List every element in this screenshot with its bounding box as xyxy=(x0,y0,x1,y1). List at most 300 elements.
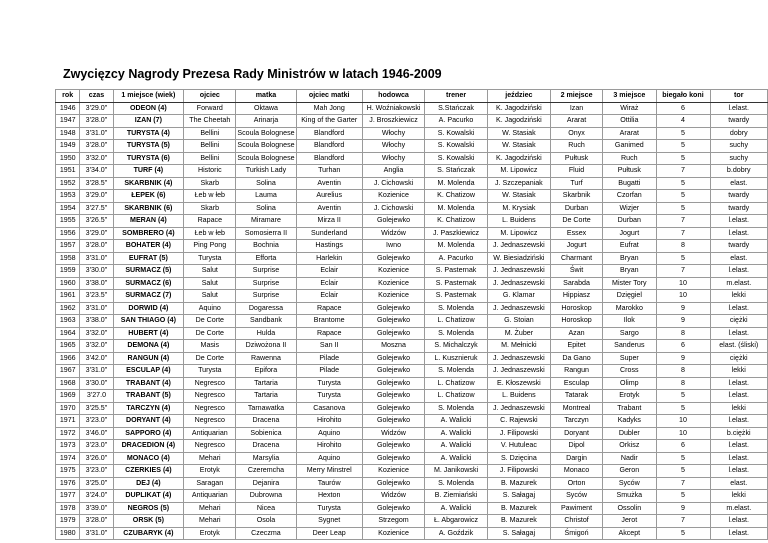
table-cell: 8 xyxy=(656,377,710,390)
table-cell: Kozienice xyxy=(362,465,424,478)
table-cell: Rawenna xyxy=(236,352,296,365)
table-cell: Pilade xyxy=(296,352,362,365)
table-cell: Łeb w łeb xyxy=(184,227,236,240)
table-cell: S. Pasternak xyxy=(425,265,488,278)
table-cell: l.elast. xyxy=(710,302,768,315)
table-row xyxy=(56,177,768,190)
table-cell: l.elast. xyxy=(710,415,768,428)
table-cell: Scoula Bolognese xyxy=(236,140,296,153)
table-cell: A. Pacurko xyxy=(425,115,488,128)
table-cell: 1952 xyxy=(56,177,80,190)
table-cell: Orton xyxy=(550,477,602,490)
table-cell: Widzów xyxy=(362,227,424,240)
table-cell: Ganimed xyxy=(603,140,656,153)
table-cell: ŁEPEK (6) xyxy=(113,190,184,203)
table-row xyxy=(56,465,768,478)
table-cell: Monaco xyxy=(550,465,602,478)
table-cell: Wizjer xyxy=(603,202,656,215)
table-row xyxy=(56,252,768,265)
column-header: hodowca xyxy=(362,90,424,103)
table-cell: 5 xyxy=(656,465,710,478)
table-cell: W. Stasiak xyxy=(487,140,550,153)
table-cell: L. Kusznieruk xyxy=(425,352,488,365)
table-cell: Śmigoń xyxy=(550,527,602,540)
table-cell: twardy xyxy=(710,115,768,128)
table-cell: Turysta xyxy=(296,502,362,515)
column-header: 2 miejsce xyxy=(550,90,602,103)
table-row xyxy=(56,327,768,340)
table-cell: K. Jagodziński xyxy=(487,102,550,115)
table-cell: J. Jednaszewski xyxy=(487,352,550,365)
table-cell: Osola xyxy=(236,515,296,528)
table-cell: Mister Tory xyxy=(603,277,656,290)
table-cell: Antiquarian xyxy=(184,490,236,503)
table-cell: Golejewko xyxy=(362,315,424,328)
table-cell: Smużka xyxy=(603,490,656,503)
table-cell: Onyx xyxy=(550,127,602,140)
table-cell: SURMACZ (7) xyxy=(113,290,184,303)
table-row xyxy=(56,140,768,153)
table-cell: 3'23.0" xyxy=(80,440,113,453)
table-cell: Dipol xyxy=(550,440,602,453)
table-cell: Hulda xyxy=(236,327,296,340)
table-cell: 3'27.5" xyxy=(80,202,113,215)
winners-table xyxy=(55,89,768,540)
column-header: czas xyxy=(80,90,113,103)
table-cell: Sargo xyxy=(603,327,656,340)
table-cell: Bugatti xyxy=(603,177,656,190)
table-cell: K. Chatizow xyxy=(425,190,488,203)
table-cell: 3'39.0" xyxy=(80,502,113,515)
table-cell: Turysta xyxy=(296,377,362,390)
table-cell: Nicea xyxy=(236,502,296,515)
table-cell: 5 xyxy=(656,140,710,153)
table-cell: J. Jednaszewski xyxy=(487,302,550,315)
table-cell: 9 xyxy=(656,502,710,515)
table-cell: L. Chatizow xyxy=(425,377,488,390)
table-cell: ESCULAP (4) xyxy=(113,365,184,378)
table-cell: l.elast. xyxy=(710,227,768,240)
table-cell: lekki xyxy=(710,290,768,303)
table-cell: K. Jagodziński xyxy=(487,152,550,165)
table-cell: Ottilia xyxy=(603,115,656,128)
table-cell: 1978 xyxy=(56,502,80,515)
table-cell: Ossolin xyxy=(603,502,656,515)
table-cell: twardy xyxy=(710,240,768,253)
table-row xyxy=(56,402,768,415)
table-cell: Wiraż xyxy=(603,102,656,115)
table-cell: 10 xyxy=(656,277,710,290)
table-cell: S. Sałagaj xyxy=(487,527,550,540)
table-cell: 10 xyxy=(656,290,710,303)
table-cell: Marsylia xyxy=(236,452,296,465)
table-cell: 4 xyxy=(656,115,710,128)
table-cell: ORSK (5) xyxy=(113,515,184,528)
table-cell: Pułtusk xyxy=(550,152,602,165)
table-cell: B. Mazurek xyxy=(487,502,550,515)
table-cell: S. Kowalski xyxy=(425,127,488,140)
table-cell: Mirza II xyxy=(296,215,362,228)
table-row xyxy=(56,515,768,528)
table-cell: Tartaria xyxy=(236,390,296,403)
table-cell: K. Chatizow xyxy=(425,215,488,228)
table-cell: Dzięgiel xyxy=(603,290,656,303)
table-cell: Golejewko xyxy=(362,302,424,315)
table-cell: Kozienice xyxy=(362,527,424,540)
table-row xyxy=(56,127,768,140)
table-cell: Christof xyxy=(550,515,602,528)
column-header: biegało koni xyxy=(656,90,710,103)
table-cell: Włochy xyxy=(362,140,424,153)
table-cell: Mehari xyxy=(184,502,236,515)
table-cell: Charmant xyxy=(550,252,602,265)
table-cell: Tarnawatka xyxy=(236,402,296,415)
table-cell: M. Molenda xyxy=(425,240,488,253)
table-cell: J. Cichowski xyxy=(362,177,424,190)
table-cell: ODEON (4) xyxy=(113,102,184,115)
table-cell: S. Pasternak xyxy=(425,290,488,303)
column-header: ojciec xyxy=(184,90,236,103)
table-cell: Negresco xyxy=(184,377,236,390)
table-row xyxy=(56,365,768,378)
table-cell: m.elast. xyxy=(710,502,768,515)
table-cell: Salut xyxy=(184,290,236,303)
table-cell: 1961 xyxy=(56,290,80,303)
table-cell: Horoskop xyxy=(550,302,602,315)
table-cell: 1976 xyxy=(56,477,80,490)
table-cell: Mah Jong xyxy=(296,102,362,115)
table-row xyxy=(56,502,768,515)
table-cell: l.elast. xyxy=(710,102,768,115)
table-cell: Hirohito xyxy=(296,440,362,453)
table-cell: TRABANT (4) xyxy=(113,377,184,390)
table-cell: Skarb xyxy=(184,177,236,190)
table-cell: Pułtusk xyxy=(603,165,656,178)
table-cell: Mehari xyxy=(184,515,236,528)
table-cell: 6 xyxy=(656,440,710,453)
table-cell: Czorfan xyxy=(603,190,656,203)
table-cell: B. Ziemiański xyxy=(425,490,488,503)
table-cell: 5 xyxy=(656,127,710,140)
table-cell: Dziwożona II xyxy=(236,340,296,353)
table-cell: 3'32.0" xyxy=(80,152,113,165)
table-cell: King of the Garter xyxy=(296,115,362,128)
table-cell: Eclair xyxy=(296,265,362,278)
table-cell: elast. xyxy=(710,177,768,190)
table-cell: 3'27.0 xyxy=(80,390,113,403)
table-cell: Ruch xyxy=(603,152,656,165)
table-cell: Golejewko xyxy=(362,502,424,515)
table-cell: Bryan xyxy=(603,265,656,278)
table-cell: 5 xyxy=(656,490,710,503)
table-cell: SAN THIAGO (4) xyxy=(113,315,184,328)
table-cell: Super xyxy=(603,352,656,365)
table-cell: J. Filipowski xyxy=(487,465,550,478)
table-row xyxy=(56,302,768,315)
table-row xyxy=(56,527,768,540)
table-cell: 1975 xyxy=(56,465,80,478)
table-cell: DUPLIKAT (4) xyxy=(113,490,184,503)
table-cell: lekki xyxy=(710,365,768,378)
table-cell: Deer Leap xyxy=(296,527,362,540)
table-cell: Nadir xyxy=(603,452,656,465)
table-row xyxy=(56,115,768,128)
table-cell: Golejewko xyxy=(362,252,424,265)
table-cell: 3'29.0" xyxy=(80,227,113,240)
table-cell: 1955 xyxy=(56,215,80,228)
table-cell: S. Molenda xyxy=(425,365,488,378)
table-cell: Solina xyxy=(236,202,296,215)
table-cell: Turysta xyxy=(296,390,362,403)
table-cell: 5 xyxy=(656,202,710,215)
table-cell: 3'34.0" xyxy=(80,165,113,178)
table-row xyxy=(56,427,768,440)
table-row xyxy=(56,452,768,465)
table-cell: Rangun xyxy=(550,365,602,378)
table-cell: 1950 xyxy=(56,152,80,165)
table-cell: 3'28.0" xyxy=(80,140,113,153)
table-cell: Salut xyxy=(184,265,236,278)
table-cell: 3'38.0" xyxy=(80,277,113,290)
table-cell: A. Walicki xyxy=(425,502,488,515)
table-cell: S. Michalczyk xyxy=(425,340,488,353)
table-cell: 3'30.0" xyxy=(80,377,113,390)
table-cell: NEGROS (5) xyxy=(113,502,184,515)
table-cell: Skarbnik xyxy=(550,190,602,203)
table-cell: Jogurt xyxy=(603,227,656,240)
table-cell: Da Gano xyxy=(550,352,602,365)
table-cell: 3'42.0" xyxy=(80,352,113,365)
table-row xyxy=(56,165,768,178)
table-cell: Durban xyxy=(603,215,656,228)
column-header: matka xyxy=(236,90,296,103)
table-cell: 3'24.0" xyxy=(80,490,113,503)
table-cell: Czeremcha xyxy=(236,465,296,478)
table-cell: A. Pacurko xyxy=(425,252,488,265)
table-cell: Rapace xyxy=(296,327,362,340)
table-cell: Turhan xyxy=(296,165,362,178)
table-row xyxy=(56,390,768,403)
table-cell: Golejewko xyxy=(362,415,424,428)
table-cell: M. Krysiak xyxy=(487,202,550,215)
table-cell: Arinarja xyxy=(236,115,296,128)
table-cell: Horoskop xyxy=(550,315,602,328)
table-cell: Erotyk xyxy=(603,390,656,403)
table-cell: Surprise xyxy=(236,290,296,303)
table-cell: S. Molenda xyxy=(425,327,488,340)
table-cell: A. Walicki xyxy=(425,427,488,440)
table-cell: 3'23.0" xyxy=(80,465,113,478)
table-cell: l.elast. xyxy=(710,377,768,390)
table-cell: l.elast. xyxy=(710,440,768,453)
table-cell: The Cheetah xyxy=(184,115,236,128)
table-cell: S. Sałagaj xyxy=(487,490,550,503)
table-row xyxy=(56,152,768,165)
table-cell: SURMACZ (6) xyxy=(113,277,184,290)
table-cell: twardy xyxy=(710,190,768,203)
table-cell: L. Buidens xyxy=(487,215,550,228)
table-cell: Saragan xyxy=(184,477,236,490)
table-cell: Ruch xyxy=(550,140,602,153)
column-header: ojciec matki xyxy=(296,90,362,103)
table-cell: 3'32.0" xyxy=(80,327,113,340)
column-header: jeździec xyxy=(487,90,550,103)
table-cell: Fluid xyxy=(550,165,602,178)
table-cell: 5 xyxy=(656,152,710,165)
table-cell: SKARBNIK (6) xyxy=(113,202,184,215)
table-cell: Łeb w łeb xyxy=(184,190,236,203)
table-cell: Kozienice xyxy=(362,190,424,203)
table-cell: Hastings xyxy=(296,240,362,253)
table-cell: Strzegom xyxy=(362,515,424,528)
table-cell: Olimp xyxy=(603,377,656,390)
table-cell: G. Klamar xyxy=(487,290,550,303)
table-cell: J. Jednaszewski xyxy=(487,240,550,253)
table-cell: V. Hutuleac xyxy=(487,440,550,453)
table-cell: Blandford xyxy=(296,152,362,165)
table-cell: SURMACZ (5) xyxy=(113,265,184,278)
table-cell: Czeczma xyxy=(236,527,296,540)
table-cell: Scoula Bolognese xyxy=(236,152,296,165)
table-cell: lekki xyxy=(710,490,768,503)
table-cell: De Corte xyxy=(184,315,236,328)
table-cell: Ping Pong xyxy=(184,240,236,253)
table-cell: Aquino xyxy=(184,302,236,315)
table-cell: elast. (śliski) xyxy=(710,340,768,353)
table-cell: Doryant xyxy=(550,427,602,440)
table-cell: Skarb xyxy=(184,202,236,215)
table-row xyxy=(56,340,768,353)
table-cell: 1958 xyxy=(56,252,80,265)
table-cell: Bellini xyxy=(184,140,236,153)
table-cell: H. Woźniakowski xyxy=(362,102,424,115)
table-cell: Masis xyxy=(184,340,236,353)
table-cell: Akcept xyxy=(603,527,656,540)
table-cell: Historic xyxy=(184,165,236,178)
table-cell: 5 xyxy=(656,252,710,265)
table-cell: Blandford xyxy=(296,127,362,140)
table-cell: Widzów xyxy=(362,427,424,440)
table-cell: Negresco xyxy=(184,440,236,453)
table-cell: Hippiasz xyxy=(550,290,602,303)
table-cell: 1972 xyxy=(56,427,80,440)
table-cell: Surprise xyxy=(236,277,296,290)
table-cell: Trabant xyxy=(603,402,656,415)
table-cell: Negresco xyxy=(184,390,236,403)
column-header: trener xyxy=(425,90,488,103)
table-cell: 1959 xyxy=(56,265,80,278)
table-cell: Bryan xyxy=(603,252,656,265)
table-cell: 5 xyxy=(656,190,710,203)
table-row xyxy=(56,377,768,390)
table-cell: 3'25.5" xyxy=(80,402,113,415)
table-cell: 1967 xyxy=(56,365,80,378)
page-title: Zwycięzcy Nagrody Prezesa Rady Ministrów w latach 1946-2009 xyxy=(63,67,442,81)
table-cell: elast. xyxy=(710,477,768,490)
table-cell: SAPPORO (4) xyxy=(113,427,184,440)
table-cell: Golejewko xyxy=(362,352,424,365)
table-cell: S.Stańczak xyxy=(425,102,488,115)
table-cell: dobry xyxy=(710,127,768,140)
table-row xyxy=(56,265,768,278)
table-cell: 5 xyxy=(656,452,710,465)
table-row xyxy=(56,315,768,328)
table-cell: G. Stoian xyxy=(487,315,550,328)
table-cell: B. Mazurek xyxy=(487,515,550,528)
table-cell: Brantome xyxy=(296,315,362,328)
table-cell: 3'23.5" xyxy=(80,290,113,303)
table-cell: 1977 xyxy=(56,490,80,503)
table-cell: Widzów xyxy=(362,490,424,503)
table-cell: 1957 xyxy=(56,240,80,253)
table-cell: 7 xyxy=(656,477,710,490)
table-cell: Syców xyxy=(603,477,656,490)
table-cell: Tarczyn xyxy=(550,415,602,428)
table-cell: S. Molenda xyxy=(425,402,488,415)
table-cell: 3'26.5" xyxy=(80,215,113,228)
table-cell: Pawiment xyxy=(550,502,602,515)
table-cell: Rapace xyxy=(296,302,362,315)
table-cell: J. Szczepaniak xyxy=(487,177,550,190)
table-cell: Kozienice xyxy=(362,265,424,278)
table-cell: Bellini xyxy=(184,152,236,165)
table-row xyxy=(56,277,768,290)
table-cell: S. Molenda xyxy=(425,477,488,490)
table-cell: 3'31.0" xyxy=(80,527,113,540)
table-cell: A. Goździk xyxy=(425,527,488,540)
table-cell: San II xyxy=(296,340,362,353)
table-cell: Negresco xyxy=(184,415,236,428)
table-cell: S. Dzięcina xyxy=(487,452,550,465)
table-cell: Hexton xyxy=(296,490,362,503)
table-header-row xyxy=(56,90,768,103)
table-cell: 1954 xyxy=(56,202,80,215)
table-cell: L. Chatizow xyxy=(425,390,488,403)
table-cell: Turkish Lady xyxy=(236,165,296,178)
table-cell: Somosierra II xyxy=(236,227,296,240)
table-cell: 1951 xyxy=(56,165,80,178)
table-cell: 1980 xyxy=(56,527,80,540)
table-cell: BOHATER (4) xyxy=(113,240,184,253)
table-cell: 3'31.0" xyxy=(80,365,113,378)
table-cell: 1969 xyxy=(56,390,80,403)
table-cell: Iwno xyxy=(362,240,424,253)
table-cell: 1960 xyxy=(56,277,80,290)
table-cell: Golejewko xyxy=(362,377,424,390)
table-cell: DEMONA (4) xyxy=(113,340,184,353)
table-cell: M. Lipowicz xyxy=(487,165,550,178)
table-cell: TURF (4) xyxy=(113,165,184,178)
table-cell: W. Stasiak xyxy=(487,127,550,140)
table-cell: Sobienica xyxy=(236,427,296,440)
table-cell: Eclair xyxy=(296,277,362,290)
table-cell: Włochy xyxy=(362,152,424,165)
table-cell: Ararat xyxy=(550,115,602,128)
table-cell: Forward xyxy=(184,102,236,115)
table-cell: Dubrowna xyxy=(236,490,296,503)
table-cell: TURYSTA (4) xyxy=(113,127,184,140)
table-cell: J. Filipowski xyxy=(487,427,550,440)
table-cell: 1970 xyxy=(56,402,80,415)
table-cell: 3'29.0" xyxy=(80,190,113,203)
table-cell: Sygnet xyxy=(296,515,362,528)
table-cell: Dejanira xyxy=(236,477,296,490)
table-cell: b.dobry xyxy=(710,165,768,178)
table-cell: DORYANT (4) xyxy=(113,415,184,428)
table-cell: Epifora xyxy=(236,365,296,378)
table-cell: Oktawa xyxy=(236,102,296,115)
table-cell: 8 xyxy=(656,327,710,340)
